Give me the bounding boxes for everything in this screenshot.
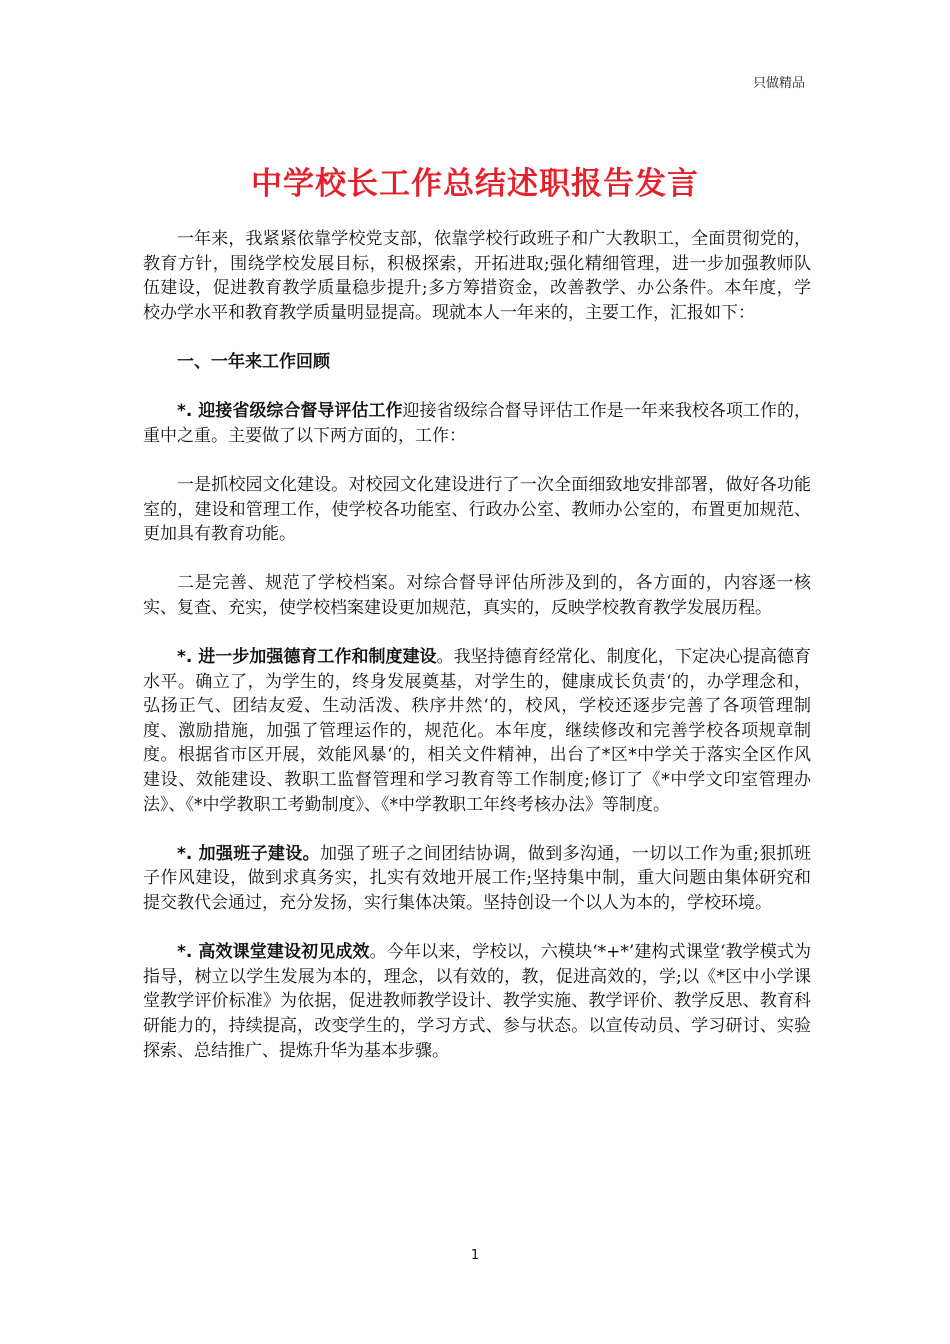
paragraph-body: 迎接省级综合督导评估工作是一年来我校各项工作的，重中之重。主要做了以下两方面的，工作： [143,401,811,446]
paragraph-body: 。我坚持德育经常化、制度化，下定决心提高德育水平。确立了，为学生的，终身发展奠基，对学生的，健康成长负责‘的，办学理念和，弘扬正气、团结友爱、生动活泼、秩序井然‘的，校风，学校还逐步完善了各项管理制度、激励措施，加强了管理运作的，规范化。本年度，继续修改和完善学校各项规章制度。根据省市区开展，效能风暴‘的，相关文件精神，出台了*区*中学关于落实全区作风建设、效能建设、教职工监督管理和学习教育等工作制度;修订了《*中学文印室管理办法》、《*中学教职工考勤制度》、《*中学教职工年终考核办法》等制度。 [143,647,811,815]
paragraph-lead: *. 加强班子建设。 [177,843,320,864]
paragraph-efficient-classroom [143,940,811,1063]
document-body [143,227,811,1088]
paragraph-lead: *. 高效课堂建设初见成效 [177,942,370,963]
paragraph-archives: 二是完善、规范了学校档案。对综合督导评估所涉及到的，各方面的，内容逐一核实、复查、充实，使学校档案建设更加规范，真实的，反映学校教育教学发展历程。 [143,573,811,618]
paragraph-lead: *. 进一步加强德育工作和制度建设 [177,647,437,668]
section-heading: 一、一年来工作回顾 [177,351,330,372]
paragraph-body: 加强了班子之间团结协调，做到多沟通，一切以工作为重;狠抓班子作风建设，做到求真务实，扎实有效地开展工作;坚持集中制，重大问题由集体研究和提交教代会通过，充分发扬，实行集体决策。坚持创设一个以人为本的，学校环境。 [143,843,811,914]
header-note: 只做精品 [752,76,805,91]
paragraph-leadership-team [143,842,811,916]
paragraph-campus-culture: 一是抓校园文化建设。对校园文化建设进行了一次全面细致地安排部署，做好各功能室的，建设和管理工作，使学校各功能室、行政办公室、教师办公室的，布置更加规范、更加具有教育功能。 [143,474,811,545]
paragraph-moral-education [143,645,811,817]
paragraph-lead: *. 迎接省级综合督导评估工作 [177,401,403,422]
paragraph-body: 。今年以来，学校以，六模块‘*+*’建构式课堂‘教学模式为指导，树立以学生发展为本的，理念，以有效的，教，促进高效的，学;以《*区中小学课堂教学评价标准》为依据，促进教师教学设计、教学实施、教学评价、教学反思、教育科研能力的，持续提高，改变学生的，学习方式、参与状态。以宣传动员、学习研讨、实验探索、总结推广、提炼升华为基本步骤。 [143,942,811,1061]
paragraph-supervision [143,399,811,448]
document-title: 中学校长工作总结述职报告发言 [251,166,699,202]
page-number: 1 [470,1248,480,1263]
intro-paragraph: 一年来，我紧紧依靠学校党支部，依靠学校行政班子和广大教职工，全面贯彻党的，教育方针，围绕学校发展目标，积极探索，开拓进取;强化精细管理，进一步加强教师队伍建设，促进教育教学质量稳步提升;多方筹措资金，改善教学、办公条件。本年度，学校办学水平和教育教学质量明显提高。现就本人一年来的，主要工作，汇报如下： [143,229,811,323]
